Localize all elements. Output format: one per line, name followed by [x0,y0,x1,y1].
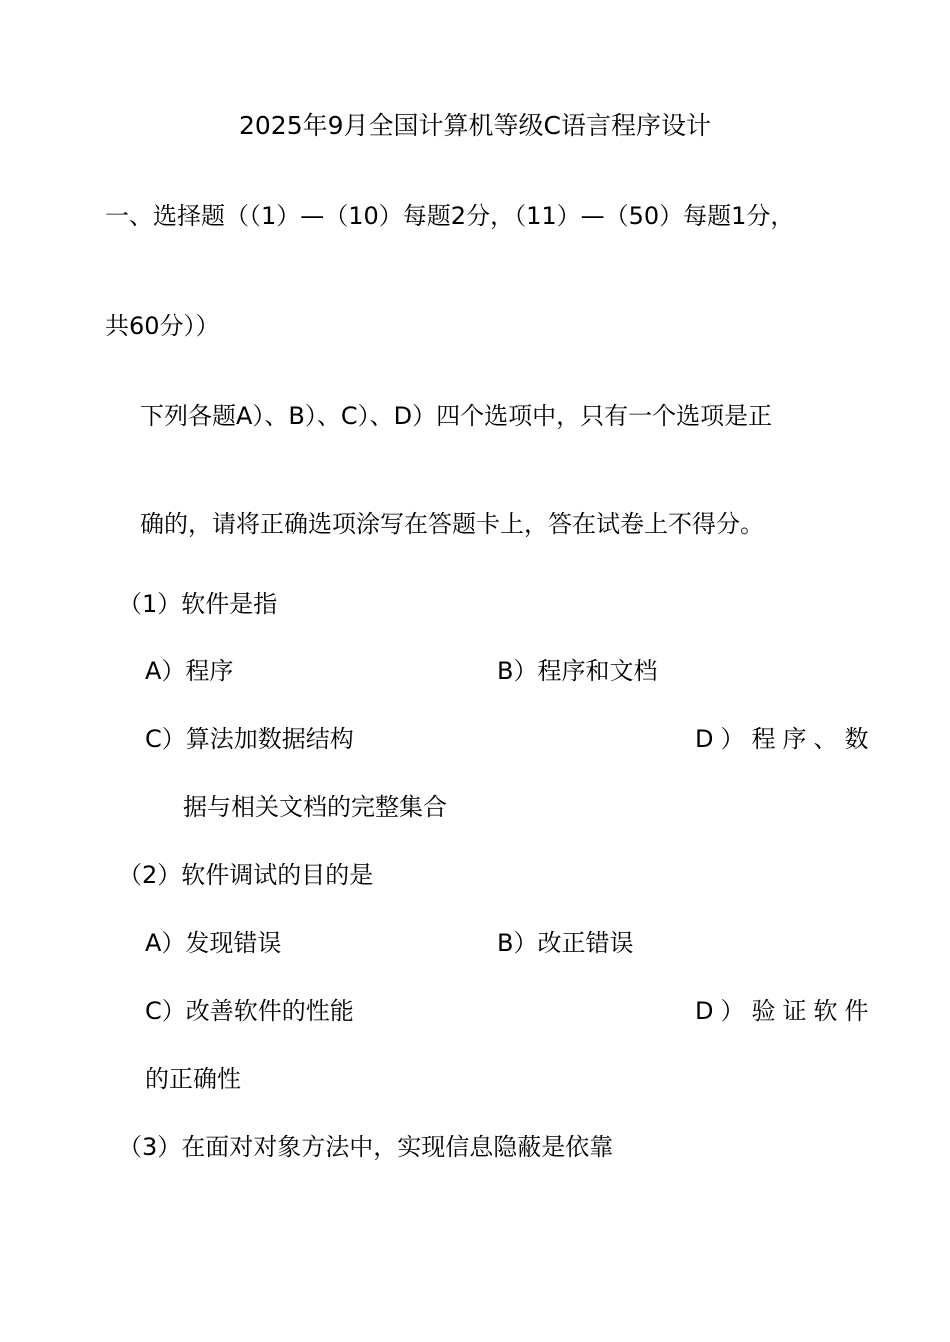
section-heading-line-1: 一、选择题（（1）—（10）每题2分，（11）—（50）每题1分， [105,202,795,230]
section-heading-line-2: 共60分）） [105,312,220,340]
document-title: 2025年9月全国计算机等级C语言程序设计 [239,111,711,140]
question-1-option-a: A）程序 [145,657,234,685]
question-2-option-a: A）发现错误 [145,929,282,957]
question-2-option-d: D）验证软件 [695,997,876,1025]
question-1-stem: （1）软件是指 [118,590,278,618]
question-1-option-d-continued: 据与相关文档的完整集合 [183,793,447,821]
question-2-option-d-continued: 的正确性 [145,1065,241,1093]
question-2-stem: （2）软件调试的目的是 [118,861,374,889]
question-2-option-b: B）改正错误 [497,929,634,957]
question-1-option-c: C）算法加数据结构 [145,725,354,753]
question-1-option-b: B）程序和文档 [497,657,658,685]
question-2-option-c: C）改善软件的性能 [145,997,354,1025]
instructions-line-1: 下列各题A）、B）、C）、D）四个选项中，只有一个选项是正 [140,402,773,430]
question-3-stem: （3）在面对对象方法中，实现信息隐蔽是依靠 [118,1133,614,1161]
instructions-line-2: 确的，请将正确选项涂写在答题卡上，答在试卷上不得分。 [140,510,764,538]
question-1-option-d: D）程序、数 [695,725,876,753]
